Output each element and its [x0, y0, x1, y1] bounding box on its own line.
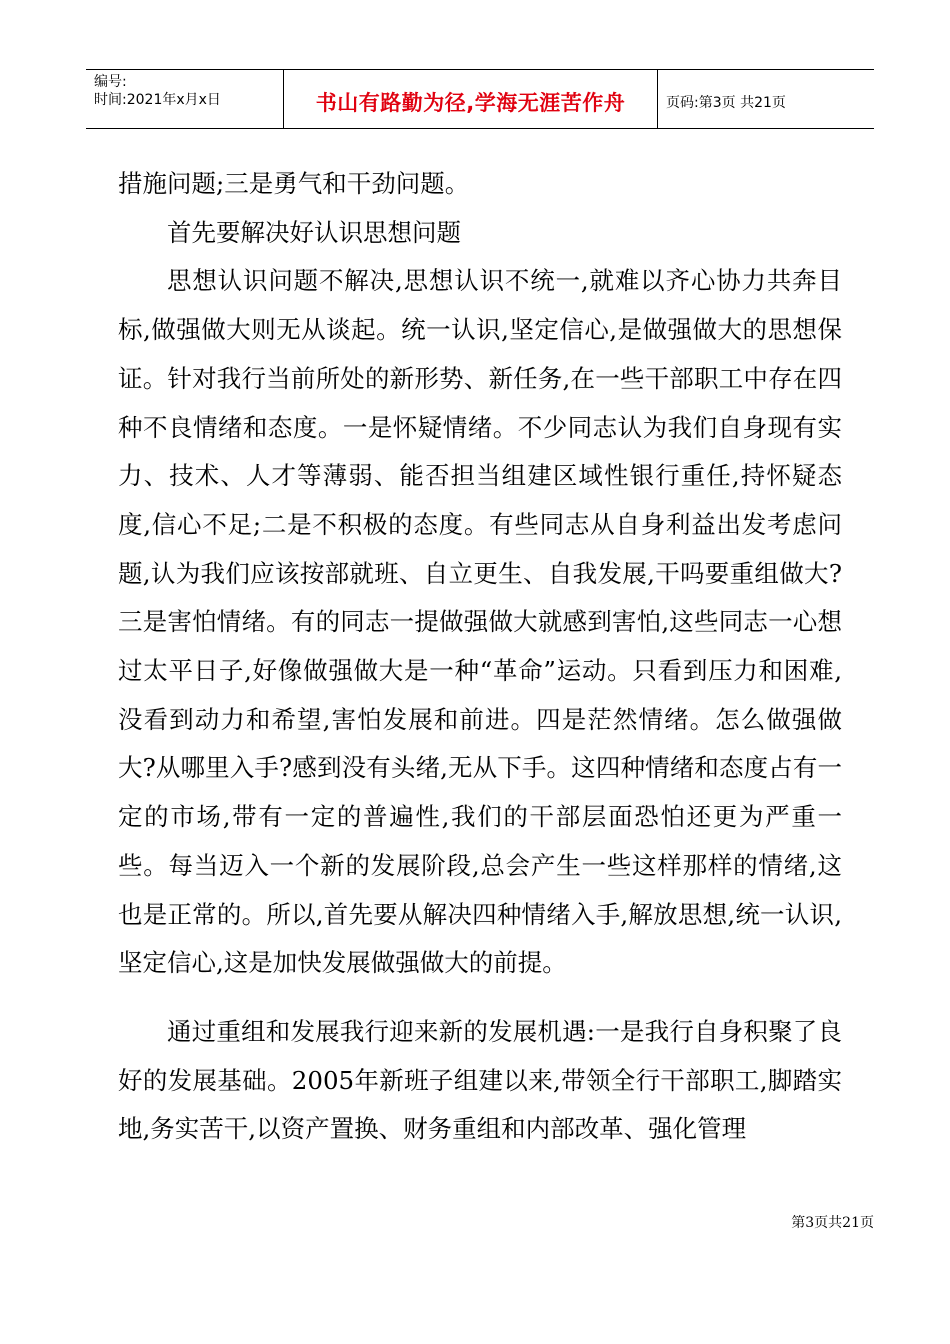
section-heading: 首先要解决好认识思想问题 [167, 217, 461, 247]
header-motto: 书山有路勤为径,学海无涯苦作舟 [284, 70, 658, 128]
date-line: 时间:2021年x月x日 [94, 92, 221, 108]
paragraph-development-opportunity: 通过重组和发展我行迎来新的发展机遇:一是我行自身积聚了良好的发展基础。2005年新班子组建以来,带领全行干部职工,脚踏实地,务实苦干,以资产置换、财务重组和内部改革、强化管理 [118, 1016, 842, 1144]
paragraph-thinking-issues: 思想认识问题不解决,思想认识不统一,就难以齐心协力共奔目标,做强做大则无从谈起。统一认识,坚定信心,是做强做大的思想保证。针对我行当前所处的新形势、新任务,在一些干部职工中存在四种不良情绪和态度。一是怀疑情绪。不少同志认为我们自身现有实力、技术、人才等薄弱、能否担当组建区域性银行重任,持怀疑态度,信心不足;二是不积极的态度。有些同志从自身利益出发考虑问题,认为我们应该按部就班、自立更生、自我发展,干吗要重组做大?三是害怕情绪。有的同志一提做强做大就感到害怕,这些同志一心想过太平日子,好像做强做大是一种“革命”运动。只看到压力和困难,没看到动力和希望,害怕发展和前进。四是茫然情绪。怎么做强做大?从哪里入手?感到没有头绪,无从下手。这四种情绪和态度占有一定的市场,带有一定的普遍性,我们的干部层面恐怕还更为严重一些。每当迈入一个新的发展阶段,总会产生一些这样那样的情绪,这也是正常的。所以,首先要从解决四种情绪入手,解放思想,统一认识,坚定信心,这是加快发展做强做大的前提。 [118, 266, 842, 978]
serial-number-label: 编号: [94, 74, 127, 90]
header-page-info: 页码:第3页 共21页 [666, 95, 786, 111]
paragraph-continuation: 措施问题;三是勇气和干劲问题。 [118, 169, 470, 198]
page-header [86, 69, 874, 129]
page-footer: 第3页共21页 [791, 1215, 874, 1231]
header-meta-cell [86, 70, 284, 128]
document-body [118, 160, 842, 1154]
